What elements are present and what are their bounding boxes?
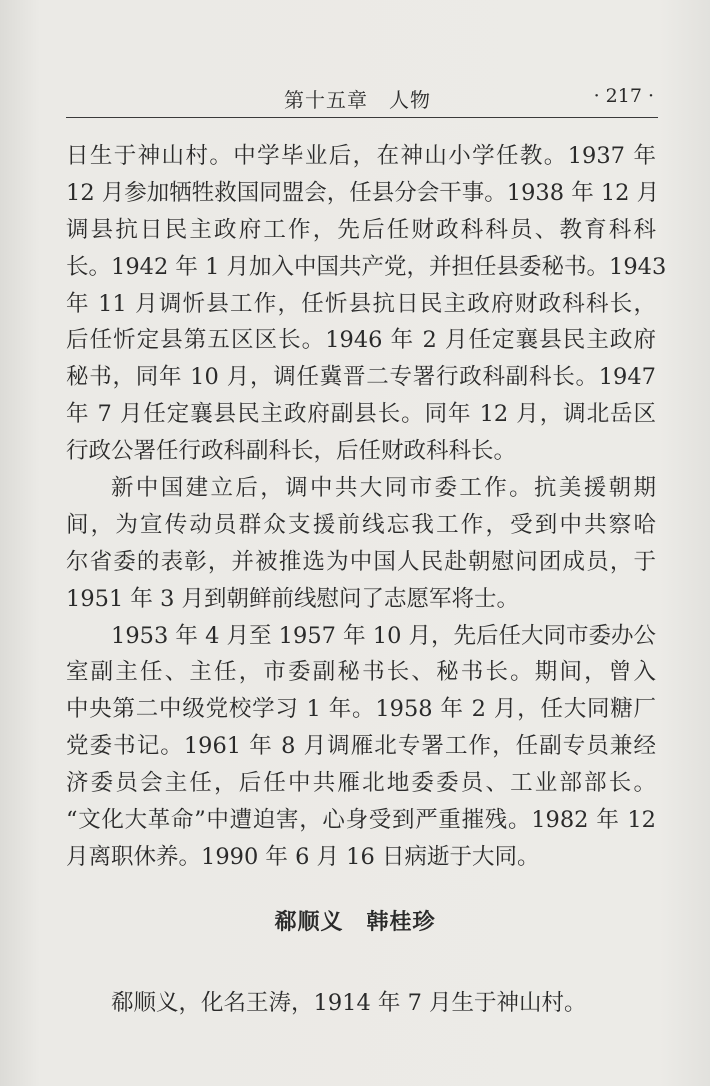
text-line: 年 11 月调忻县工作，任忻县抗日民主政府财政科科长， — [66, 290, 656, 317]
text-line: 间，为宣传动员群众支援前线忘我工作，受到中共察哈 — [66, 511, 656, 538]
text-line: 新中国建立后，调中共大同市委工作。抗美援朝期 — [111, 475, 656, 502]
text-line: 年 7 月任定襄县民主政府副县长。同年 12 月，调北岳区 — [66, 401, 656, 428]
chapter-title: 第十五章 人物 — [284, 88, 431, 112]
text-line: 1953 年 4 月至 1957 年 10 月，先后任大同市委办公 — [111, 622, 657, 649]
text-line: 12 月参加牺牲救国同盟会，任县分会干事。1938 年 12 月 — [66, 179, 660, 206]
paragraph-start: 郗顺义，化名王涛，1914 年 7 月生于神山村。 — [111, 990, 587, 1016]
text-line: 1951 年 3 月到朝鲜前线慰问了志愿军将士。 — [66, 585, 520, 612]
section-heading: 郗顺义 韩桂珍 — [274, 910, 436, 935]
text-line: 秘书，同年 10 月，调任冀晋二专署行政科副科长。1947 — [66, 364, 656, 391]
text-line: 调县抗日民主政府工作，先后任财政科科员、教育科科 — [66, 216, 656, 243]
page-number: · 217 · — [593, 85, 654, 107]
text-line: 行政公署任行政科副科长，后任财政科科长。 — [66, 438, 517, 465]
text-line: 党委书记。1961 年 8 月调雁北专署工作，任副专员兼经 — [66, 733, 656, 760]
text-line: 后任忻定县第五区区长。1946 年 2 月任定襄县民主政府 — [66, 327, 656, 354]
text-line: 日生于神山村。中学毕业后，在神山小学任教。1937 年 — [66, 143, 656, 169]
header-rule — [66, 117, 658, 118]
text-line: “文化大革命”中遭迫害，心身受到严重摧残。1982 年 12 — [66, 807, 656, 834]
text-line: 中央第二中级党校学习 1 年。1958 年 2 月，任大同糖厂 — [66, 696, 656, 723]
body-text — [66, 138, 667, 876]
text-line: 长。1942 年 1 月加入中国共产党，并担任县委秘书。1943 — [66, 253, 667, 280]
page-header — [66, 82, 658, 116]
text-line: 尔省委的表彰，并被推选为中国人民赴朝慰问团成员，于 — [66, 548, 656, 575]
text-line: 室副主任、主任，市委副秘书长、秘书长。期间，曾入 — [66, 659, 656, 686]
text-line: 济委员会主任，后任中共雁北地委委员、工业部部长。 — [66, 770, 656, 797]
text-line: 月离职休养。1990 年 6 月 16 日病逝于大同。 — [66, 843, 540, 870]
